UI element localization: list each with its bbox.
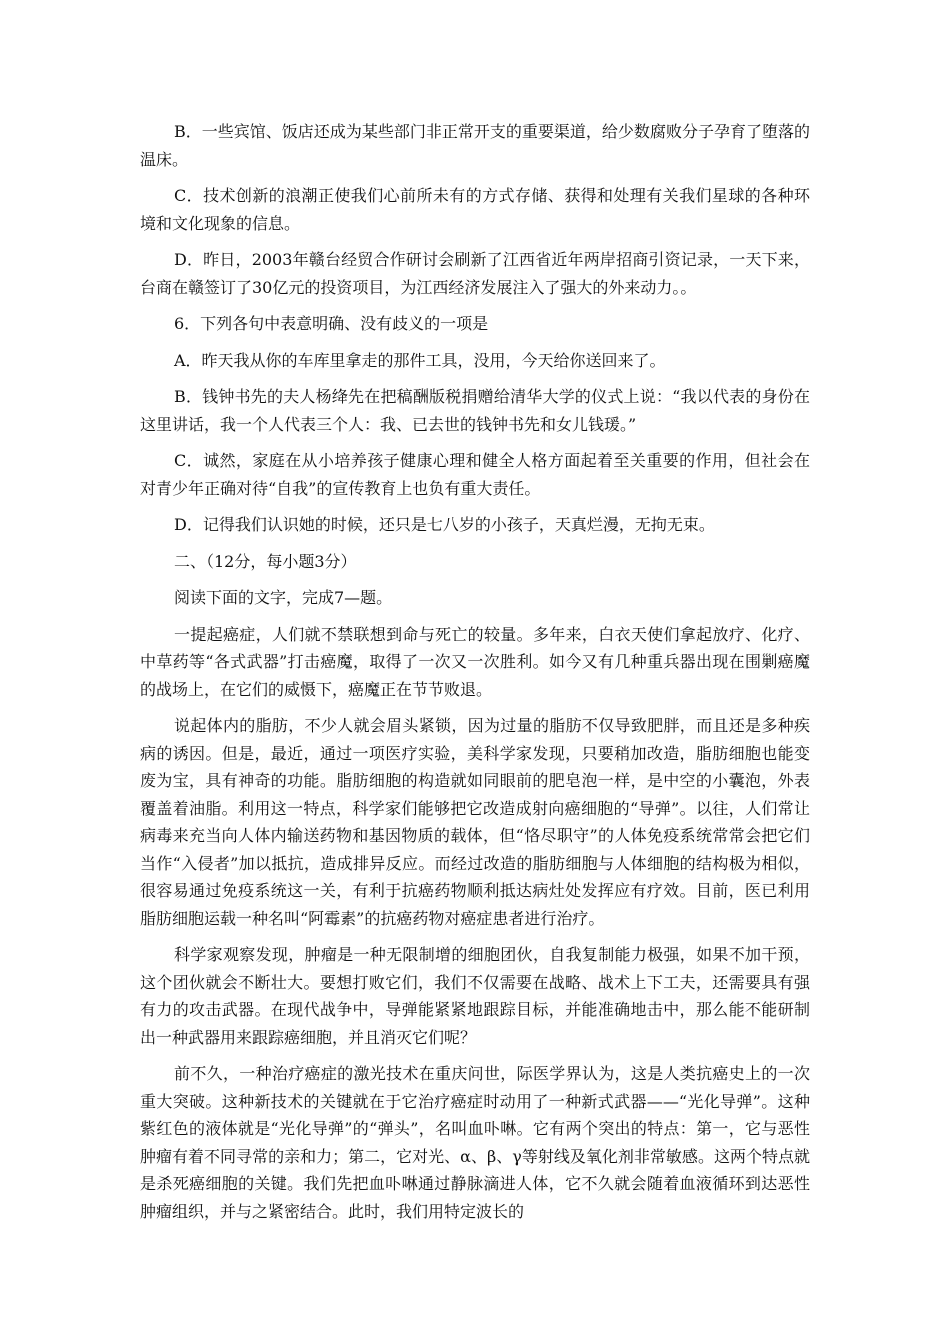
option-c-sentence: C．技术创新的浪潮正使我们心前所未有的方式存储、获得和处理有关我们星球的各种环境和文化现象的信息。: [140, 186, 810, 233]
passage-paragraph-3: 科学家观察发现，肿瘤是一种无限制增的细胞团伙，自我复制能力极强，如果不加干预，这个团伙就会不断壮大。要想打败它们，我们不仅需要在战略、战术上下工夫，还需要具有强有力的攻击武器。在现代战争中，导弹能紧紧地跟踪目标，并能准确地击中，那么能不能研制出一种武器用来跟踪癌细胞，并且消灭它们呢？: [140, 945, 810, 1047]
q6-option-d: D．记得我们认识她的时候，还只是七八岁的小孩子，天真烂漫，无拘无束。: [174, 515, 715, 534]
q6-option-a: A．昨天我从你的车库里拿走的那件工具，没用，今天给你送回来了。: [174, 350, 666, 370]
option-b-sentence: B．一些宾馆、饭店还成为某些部门非正常开支的重要渠道，给少数腐败分子孕育了堕落的温床。: [140, 122, 810, 169]
q6-option-c: C．诚然，家庭在从小培养孩子健康心理和健全人格方面起着至关重要的作用，但社会在对青少年正确对待“自我”的宣传教育上也负有重大责任。: [140, 451, 810, 498]
passage-paragraph-4: 前不久，一种治疗癌症的激光技术在重庆问世，际医学界认为，这是人类抗癌史上的一次重大突破。这种新技术的关键就在于它治疗癌症时动用了一种新式武器——“光化导弹”。这种紫红色的液体就是“光化导弹”的“弹头”，名叫血卟啉。它有两个突出的特点：第一，它与恶性肿瘤有着不同寻常的亲和力；第二，它对光、α、β、γ等射线及氧化剂非常敏感。这两个特点就是杀死癌细胞的关键。我们先把血卟啉通过静脉滴进人体，它不久就会随着血液循环到达恶性肿瘤组织，并与之紧密结合。此时，我们用特定波长的: [140, 1064, 810, 1221]
document-body: [140, 118, 810, 1234]
option-d-sentence: D．昨日，2003年赣台经贸合作研讨会刷新了江西省近年两岸招商引资记录，一天下来，台商在赣签订了30亿元的投资项目，为江西经济发展注入了强大的外来动力。。: [140, 250, 810, 297]
passage-paragraph-2: 说起体内的脂肪，不少人就会眉头紧锁，因为过量的脂肪不仅导致肥胖，而且还是多种疾病的诱因。但是，最近，通过一项医疗实验，美科学家发现，只要稍加改造，脂肪细胞也能变废为宝，具有神奇的功能。脂肪细胞的构造就如同眼前的肥皂泡一样，是中空的小囊泡，外表覆盖着油脂。利用这一特点，科学家们能够把它改造成射向癌细胞的“导弹”。以往，人们常让病毒来充当向人体内输送药物和基因物质的载体，但“恪尽职守”的人体免疫系统常常会把它们当作“入侵者”加以抵抗，造成排异反应。而经过改造的脂肪细胞与人体细胞的结构极为相似，很容易通过免疫系统这一关，有利于抗癌药物顺利抵达病灶处发挥应有疗效。目前，医已利用脂肪细胞运载一种名叫“阿霉素”的抗癌药物对癌症患者进行治疗。: [140, 716, 810, 928]
section-two-heading: 二、（12分，每小题3分）: [174, 551, 357, 571]
q6-option-b: B．钱钟书先的夫人杨绛先在把稿酬版税捐赠给清华大学的仪式上说：“我以代表的身份在这里讲话，我一个人代表三个人：我、已去世的钱钟书先和女儿钱瑗。”: [140, 387, 810, 434]
reading-instruction: 阅读下面的文字，完成7—题。: [174, 588, 393, 607]
passage-paragraph-1: 一提起癌症，人们就不禁联想到命与死亡的较量。多年来，白衣天使们拿起放疗、化疗、中草药等“各式武器”打击癌魔，取得了一次又一次胜利。如今又有几种重兵器出现在围剿癌魔的战场上，在它们的威慑下，癌魔正在节节败退。: [140, 624, 810, 699]
question-6-stem: 6．下列各句中表意明确、没有歧义的一项是: [174, 314, 489, 333]
